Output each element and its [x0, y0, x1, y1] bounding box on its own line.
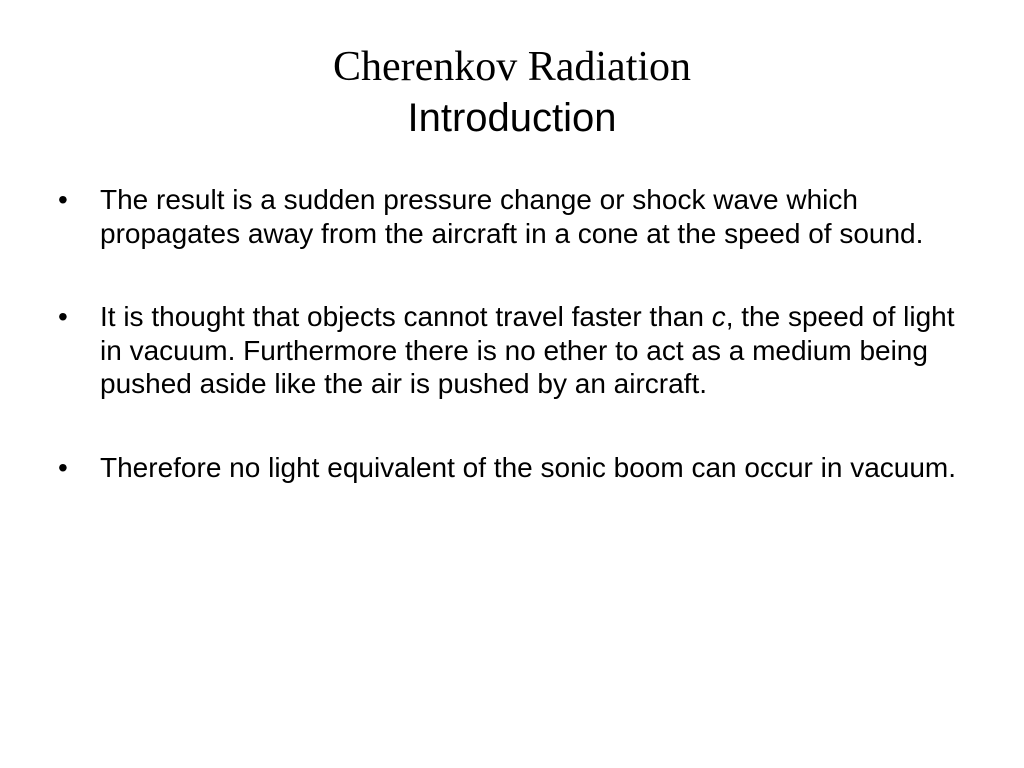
bullet-text: Therefore no light equivalent of the sonic boom can occur in vacuum.	[100, 451, 957, 483]
bullet-item-shock-wave	[58, 183, 958, 250]
bullet-text: The result is a sudden pressure change or shock wave which propagates away from the aircraft in a cone at the speed of sound.	[100, 184, 924, 249]
bullet-item-speed-of-light	[58, 300, 958, 401]
bullet-list	[58, 183, 958, 534]
bullet-marker: •	[58, 184, 68, 215]
bullet-marker: •	[58, 301, 68, 332]
bullet-text-part: It is thought that objects cannot travel faster than	[100, 301, 712, 332]
slide-title-block	[0, 42, 1024, 144]
slide-title: Cherenkov Radiation	[332, 44, 692, 90]
slide-subtitle: Introduction	[407, 96, 617, 140]
bullet-marker: •	[58, 451, 68, 483]
bullet-item-no-sonic-boom	[58, 451, 958, 485]
bullet-text-part: , the speed of light in vacuum. Furthermore there is no ether to act as a medium being pushed aside like the air is pushed by an aircraft.	[100, 301, 955, 399]
bullet-emphasis: c	[711, 301, 726, 332]
